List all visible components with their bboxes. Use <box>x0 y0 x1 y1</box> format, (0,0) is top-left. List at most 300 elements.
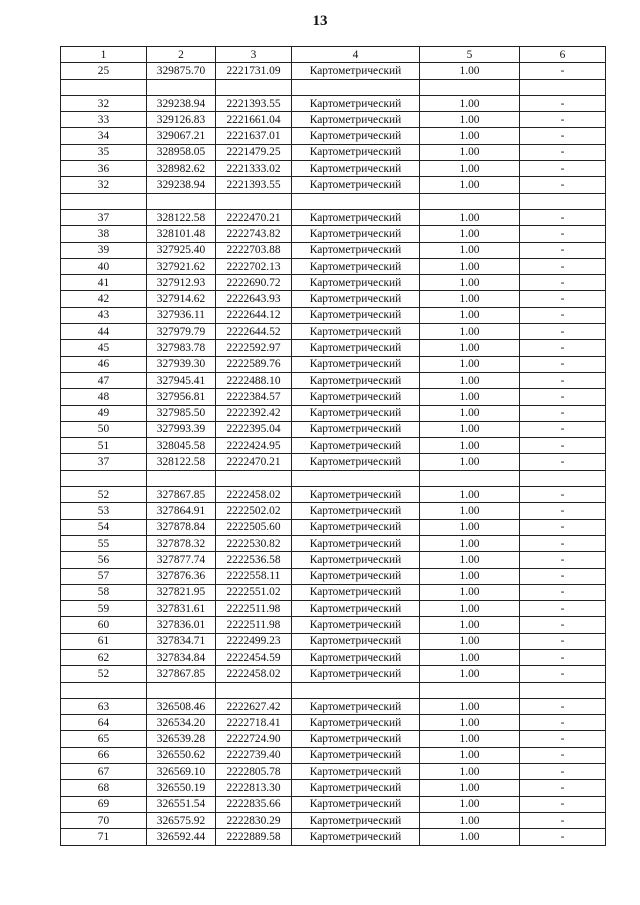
table-row <box>61 161 606 177</box>
empty-cell <box>216 470 292 486</box>
note-cell: - <box>520 112 606 128</box>
accuracy-cell: 1.00 <box>420 812 520 828</box>
accuracy-cell: 1.00 <box>420 747 520 763</box>
method-cell: Картометрический <box>292 601 420 617</box>
method-cell: Картометрический <box>292 405 420 421</box>
note-cell: - <box>520 487 606 503</box>
table-row <box>61 209 606 225</box>
note-cell: - <box>520 796 606 812</box>
table-row <box>61 503 606 519</box>
table-row <box>61 389 606 405</box>
empty-cell <box>520 470 606 486</box>
accuracy-cell: 1.00 <box>420 356 520 372</box>
method-cell: Картометрический <box>292 307 420 323</box>
method-cell: Картометрический <box>292 649 420 665</box>
table-row <box>61 63 606 79</box>
table-row <box>61 829 606 845</box>
table-row <box>61 568 606 584</box>
accuracy-cell: 1.00 <box>420 144 520 160</box>
empty-cell <box>420 470 520 486</box>
column-header-4: 4 <box>292 47 420 63</box>
coordinates-table <box>60 46 606 846</box>
point-number-cell: 69 <box>61 796 147 812</box>
x-coordinate-cell: 328101.48 <box>147 226 216 242</box>
accuracy-cell: 1.00 <box>420 161 520 177</box>
point-number-cell: 60 <box>61 617 147 633</box>
point-number-cell: 47 <box>61 372 147 388</box>
note-cell: - <box>520 649 606 665</box>
x-coordinate-cell: 326569.10 <box>147 764 216 780</box>
y-coordinate-cell: 2222627.42 <box>216 698 292 714</box>
note-cell: - <box>520 63 606 79</box>
x-coordinate-cell: 326550.62 <box>147 747 216 763</box>
accuracy-cell: 1.00 <box>420 340 520 356</box>
point-number-cell: 44 <box>61 324 147 340</box>
table-row <box>61 258 606 274</box>
y-coordinate-cell: 2222502.02 <box>216 503 292 519</box>
y-coordinate-cell: 2222813.30 <box>216 780 292 796</box>
point-number-cell: 48 <box>61 389 147 405</box>
y-coordinate-cell: 2222558.11 <box>216 568 292 584</box>
accuracy-cell: 1.00 <box>420 780 520 796</box>
x-coordinate-cell: 327867.85 <box>147 666 216 682</box>
x-coordinate-cell: 326592.44 <box>147 829 216 845</box>
empty-cell <box>216 193 292 209</box>
point-number-cell: 56 <box>61 552 147 568</box>
method-cell: Картометрический <box>292 372 420 388</box>
accuracy-cell: 1.00 <box>420 177 520 193</box>
y-coordinate-cell: 2222644.52 <box>216 324 292 340</box>
y-coordinate-cell: 2222458.02 <box>216 487 292 503</box>
table-row <box>61 356 606 372</box>
x-coordinate-cell: 328045.58 <box>147 438 216 454</box>
accuracy-cell: 1.00 <box>420 503 520 519</box>
point-number-cell: 58 <box>61 584 147 600</box>
table-row <box>61 487 606 503</box>
method-cell: Картометрический <box>292 715 420 731</box>
y-coordinate-cell: 2222511.98 <box>216 617 292 633</box>
separator-row <box>61 470 606 486</box>
method-cell: Картометрический <box>292 340 420 356</box>
point-number-cell: 42 <box>61 291 147 307</box>
accuracy-cell: 1.00 <box>420 829 520 845</box>
empty-cell <box>61 682 147 698</box>
note-cell: - <box>520 666 606 682</box>
y-coordinate-cell: 2222835.66 <box>216 796 292 812</box>
point-number-cell: 55 <box>61 535 147 551</box>
empty-cell <box>292 79 420 95</box>
x-coordinate-cell: 327876.36 <box>147 568 216 584</box>
table-row <box>61 307 606 323</box>
column-header-3: 3 <box>216 47 292 63</box>
separator-row <box>61 79 606 95</box>
accuracy-cell: 1.00 <box>420 275 520 291</box>
y-coordinate-cell: 2221731.09 <box>216 63 292 79</box>
accuracy-cell: 1.00 <box>420 568 520 584</box>
y-coordinate-cell: 2222384.57 <box>216 389 292 405</box>
empty-cell <box>61 193 147 209</box>
method-cell: Картометрический <box>292 421 420 437</box>
x-coordinate-cell: 327914.62 <box>147 291 216 307</box>
table-row <box>61 731 606 747</box>
point-number-cell: 67 <box>61 764 147 780</box>
note-cell: - <box>520 454 606 470</box>
table-row <box>61 226 606 242</box>
accuracy-cell: 1.00 <box>420 454 520 470</box>
point-number-cell: 54 <box>61 519 147 535</box>
accuracy-cell: 1.00 <box>420 291 520 307</box>
point-number-cell: 50 <box>61 421 147 437</box>
y-coordinate-cell: 2222454.59 <box>216 649 292 665</box>
note-cell: - <box>520 519 606 535</box>
point-number-cell: 40 <box>61 258 147 274</box>
x-coordinate-cell: 327834.71 <box>147 633 216 649</box>
x-coordinate-cell: 328982.62 <box>147 161 216 177</box>
x-coordinate-cell: 326539.28 <box>147 731 216 747</box>
accuracy-cell: 1.00 <box>420 731 520 747</box>
method-cell: Картометрический <box>292 291 420 307</box>
point-number-cell: 41 <box>61 275 147 291</box>
table-row <box>61 812 606 828</box>
point-number-cell: 49 <box>61 405 147 421</box>
table-row <box>61 405 606 421</box>
y-coordinate-cell: 2222488.10 <box>216 372 292 388</box>
note-cell: - <box>520 633 606 649</box>
y-coordinate-cell: 2222643.93 <box>216 291 292 307</box>
empty-cell <box>147 682 216 698</box>
method-cell: Картометрический <box>292 63 420 79</box>
accuracy-cell: 1.00 <box>420 601 520 617</box>
point-number-cell: 38 <box>61 226 147 242</box>
method-cell: Картометрический <box>292 144 420 160</box>
column-header-5: 5 <box>420 47 520 63</box>
note-cell: - <box>520 698 606 714</box>
x-coordinate-cell: 327945.41 <box>147 372 216 388</box>
x-coordinate-cell: 329875.70 <box>147 63 216 79</box>
table-row <box>61 649 606 665</box>
note-cell: - <box>520 731 606 747</box>
column-header-1: 1 <box>61 47 147 63</box>
x-coordinate-cell: 327993.39 <box>147 421 216 437</box>
y-coordinate-cell: 2222551.02 <box>216 584 292 600</box>
table-row <box>61 128 606 144</box>
method-cell: Картометрический <box>292 454 420 470</box>
y-coordinate-cell: 2221479.25 <box>216 144 292 160</box>
column-header-2: 2 <box>147 47 216 63</box>
accuracy-cell: 1.00 <box>420 128 520 144</box>
x-coordinate-cell: 327985.50 <box>147 405 216 421</box>
point-number-cell: 46 <box>61 356 147 372</box>
method-cell: Картометрический <box>292 780 420 796</box>
separator-row <box>61 193 606 209</box>
x-coordinate-cell: 327912.93 <box>147 275 216 291</box>
method-cell: Картометрический <box>292 764 420 780</box>
y-coordinate-cell: 2221661.04 <box>216 112 292 128</box>
point-number-cell: 51 <box>61 438 147 454</box>
point-number-cell: 70 <box>61 812 147 828</box>
table-row <box>61 340 606 356</box>
note-cell: - <box>520 324 606 340</box>
accuracy-cell: 1.00 <box>420 535 520 551</box>
accuracy-cell: 1.00 <box>420 796 520 812</box>
y-coordinate-cell: 2222511.98 <box>216 601 292 617</box>
y-coordinate-cell: 2222530.82 <box>216 535 292 551</box>
point-number-cell: 66 <box>61 747 147 763</box>
point-number-cell: 57 <box>61 568 147 584</box>
x-coordinate-cell: 327836.01 <box>147 617 216 633</box>
note-cell: - <box>520 535 606 551</box>
y-coordinate-cell: 2222470.21 <box>216 209 292 225</box>
method-cell: Картометрический <box>292 698 420 714</box>
note-cell: - <box>520 552 606 568</box>
x-coordinate-cell: 328958.05 <box>147 144 216 160</box>
table-row <box>61 633 606 649</box>
method-cell: Картометрический <box>292 177 420 193</box>
table-row <box>61 552 606 568</box>
empty-cell <box>216 79 292 95</box>
x-coordinate-cell: 329238.94 <box>147 177 216 193</box>
method-cell: Картометрический <box>292 275 420 291</box>
x-coordinate-cell: 327925.40 <box>147 242 216 258</box>
table-row <box>61 715 606 731</box>
table-row <box>61 454 606 470</box>
point-number-cell: 34 <box>61 128 147 144</box>
method-cell: Картометрический <box>292 747 420 763</box>
accuracy-cell: 1.00 <box>420 307 520 323</box>
y-coordinate-cell: 2222690.72 <box>216 275 292 291</box>
y-coordinate-cell: 2222499.23 <box>216 633 292 649</box>
y-coordinate-cell: 2222718.41 <box>216 715 292 731</box>
method-cell: Картометрический <box>292 389 420 405</box>
x-coordinate-cell: 329126.83 <box>147 112 216 128</box>
x-coordinate-cell: 327864.91 <box>147 503 216 519</box>
note-cell: - <box>520 161 606 177</box>
empty-cell <box>147 470 216 486</box>
point-number-cell: 52 <box>61 666 147 682</box>
x-coordinate-cell: 327921.62 <box>147 258 216 274</box>
table-row <box>61 666 606 682</box>
accuracy-cell: 1.00 <box>420 617 520 633</box>
separator-row <box>61 682 606 698</box>
method-cell: Картометрический <box>292 112 420 128</box>
note-cell: - <box>520 291 606 307</box>
x-coordinate-cell: 326575.92 <box>147 812 216 828</box>
x-coordinate-cell: 326534.20 <box>147 715 216 731</box>
method-cell: Картометрический <box>292 209 420 225</box>
table-row <box>61 747 606 763</box>
x-coordinate-cell: 327831.61 <box>147 601 216 617</box>
table-row <box>61 780 606 796</box>
point-number-cell: 33 <box>61 112 147 128</box>
method-cell: Картометрический <box>292 829 420 845</box>
method-cell: Картометрический <box>292 95 420 111</box>
point-number-cell: 25 <box>61 63 147 79</box>
note-cell: - <box>520 275 606 291</box>
accuracy-cell: 1.00 <box>420 584 520 600</box>
method-cell: Картометрический <box>292 812 420 828</box>
note-cell: - <box>520 144 606 160</box>
page-number: 13 <box>312 13 328 29</box>
point-number-cell: 36 <box>61 161 147 177</box>
table-row <box>61 275 606 291</box>
y-coordinate-cell: 2222395.04 <box>216 421 292 437</box>
method-cell: Картометрический <box>292 731 420 747</box>
x-coordinate-cell: 327821.95 <box>147 584 216 600</box>
accuracy-cell: 1.00 <box>420 487 520 503</box>
method-cell: Картометрический <box>292 666 420 682</box>
method-cell: Картометрический <box>292 503 420 519</box>
accuracy-cell: 1.00 <box>420 324 520 340</box>
column-header-6: 6 <box>520 47 606 63</box>
accuracy-cell: 1.00 <box>420 552 520 568</box>
empty-cell <box>520 193 606 209</box>
point-number-cell: 53 <box>61 503 147 519</box>
x-coordinate-cell: 328122.58 <box>147 209 216 225</box>
table-row <box>61 601 606 617</box>
note-cell: - <box>520 764 606 780</box>
header-row <box>61 47 606 63</box>
point-number-cell: 71 <box>61 829 147 845</box>
table-body <box>61 63 606 845</box>
table-row <box>61 95 606 111</box>
accuracy-cell: 1.00 <box>420 242 520 258</box>
accuracy-cell: 1.00 <box>420 372 520 388</box>
accuracy-cell: 1.00 <box>420 519 520 535</box>
method-cell: Картометрический <box>292 487 420 503</box>
point-number-cell: 43 <box>61 307 147 323</box>
y-coordinate-cell: 2222805.78 <box>216 764 292 780</box>
empty-cell <box>147 79 216 95</box>
accuracy-cell: 1.00 <box>420 95 520 111</box>
y-coordinate-cell: 2222702.13 <box>216 258 292 274</box>
accuracy-cell: 1.00 <box>420 715 520 731</box>
accuracy-cell: 1.00 <box>420 633 520 649</box>
y-coordinate-cell: 2222424.95 <box>216 438 292 454</box>
note-cell: - <box>520 177 606 193</box>
method-cell: Картометрический <box>292 552 420 568</box>
note-cell: - <box>520 617 606 633</box>
x-coordinate-cell: 329238.94 <box>147 95 216 111</box>
x-coordinate-cell: 327939.30 <box>147 356 216 372</box>
table-row <box>61 698 606 714</box>
empty-cell <box>61 470 147 486</box>
method-cell: Картометрический <box>292 519 420 535</box>
note-cell: - <box>520 389 606 405</box>
table-row <box>61 617 606 633</box>
accuracy-cell: 1.00 <box>420 421 520 437</box>
accuracy-cell: 1.00 <box>420 63 520 79</box>
empty-cell <box>292 193 420 209</box>
x-coordinate-cell: 328122.58 <box>147 454 216 470</box>
method-cell: Картометрический <box>292 128 420 144</box>
y-coordinate-cell: 2221393.55 <box>216 95 292 111</box>
note-cell: - <box>520 438 606 454</box>
table-row <box>61 519 606 535</box>
y-coordinate-cell: 2222470.21 <box>216 454 292 470</box>
empty-cell <box>420 682 520 698</box>
point-number-cell: 32 <box>61 95 147 111</box>
empty-cell <box>147 193 216 209</box>
point-number-cell: 61 <box>61 633 147 649</box>
note-cell: - <box>520 715 606 731</box>
accuracy-cell: 1.00 <box>420 649 520 665</box>
empty-cell <box>216 682 292 698</box>
table-row <box>61 177 606 193</box>
accuracy-cell: 1.00 <box>420 698 520 714</box>
note-cell: - <box>520 242 606 258</box>
accuracy-cell: 1.00 <box>420 209 520 225</box>
empty-cell <box>292 470 420 486</box>
point-number-cell: 64 <box>61 715 147 731</box>
table-row <box>61 584 606 600</box>
note-cell: - <box>520 780 606 796</box>
empty-cell <box>520 79 606 95</box>
x-coordinate-cell: 326551.54 <box>147 796 216 812</box>
table-row <box>61 764 606 780</box>
y-coordinate-cell: 2222536.58 <box>216 552 292 568</box>
table-row <box>61 372 606 388</box>
note-cell: - <box>520 372 606 388</box>
point-number-cell: 37 <box>61 454 147 470</box>
point-number-cell: 39 <box>61 242 147 258</box>
y-coordinate-cell: 2222392.42 <box>216 405 292 421</box>
note-cell: - <box>520 503 606 519</box>
note-cell: - <box>520 340 606 356</box>
accuracy-cell: 1.00 <box>420 764 520 780</box>
method-cell: Картометрический <box>292 161 420 177</box>
accuracy-cell: 1.00 <box>420 258 520 274</box>
note-cell: - <box>520 128 606 144</box>
y-coordinate-cell: 2221333.02 <box>216 161 292 177</box>
note-cell: - <box>520 405 606 421</box>
y-coordinate-cell: 2222505.60 <box>216 519 292 535</box>
note-cell: - <box>520 584 606 600</box>
note-cell: - <box>520 209 606 225</box>
x-coordinate-cell: 326550.19 <box>147 780 216 796</box>
x-coordinate-cell: 327834.84 <box>147 649 216 665</box>
x-coordinate-cell: 327979.79 <box>147 324 216 340</box>
empty-cell <box>61 79 147 95</box>
method-cell: Картометрический <box>292 356 420 372</box>
y-coordinate-cell: 2222739.40 <box>216 747 292 763</box>
x-coordinate-cell: 327878.84 <box>147 519 216 535</box>
point-number-cell: 63 <box>61 698 147 714</box>
empty-cell <box>520 682 606 698</box>
y-coordinate-cell: 2222889.58 <box>216 829 292 845</box>
method-cell: Картометрический <box>292 796 420 812</box>
table-row <box>61 242 606 258</box>
empty-cell <box>292 682 420 698</box>
method-cell: Картометрический <box>292 633 420 649</box>
method-cell: Картометрический <box>292 258 420 274</box>
table-row <box>61 421 606 437</box>
x-coordinate-cell: 327877.74 <box>147 552 216 568</box>
table-row <box>61 324 606 340</box>
note-cell: - <box>520 601 606 617</box>
note-cell: - <box>520 812 606 828</box>
note-cell: - <box>520 568 606 584</box>
point-number-cell: 68 <box>61 780 147 796</box>
table-row <box>61 291 606 307</box>
note-cell: - <box>520 829 606 845</box>
x-coordinate-cell: 326508.46 <box>147 698 216 714</box>
y-coordinate-cell: 2222703.88 <box>216 242 292 258</box>
x-coordinate-cell: 327867.85 <box>147 487 216 503</box>
method-cell: Картометрический <box>292 617 420 633</box>
point-number-cell: 45 <box>61 340 147 356</box>
empty-cell <box>420 79 520 95</box>
y-coordinate-cell: 2222743.82 <box>216 226 292 242</box>
